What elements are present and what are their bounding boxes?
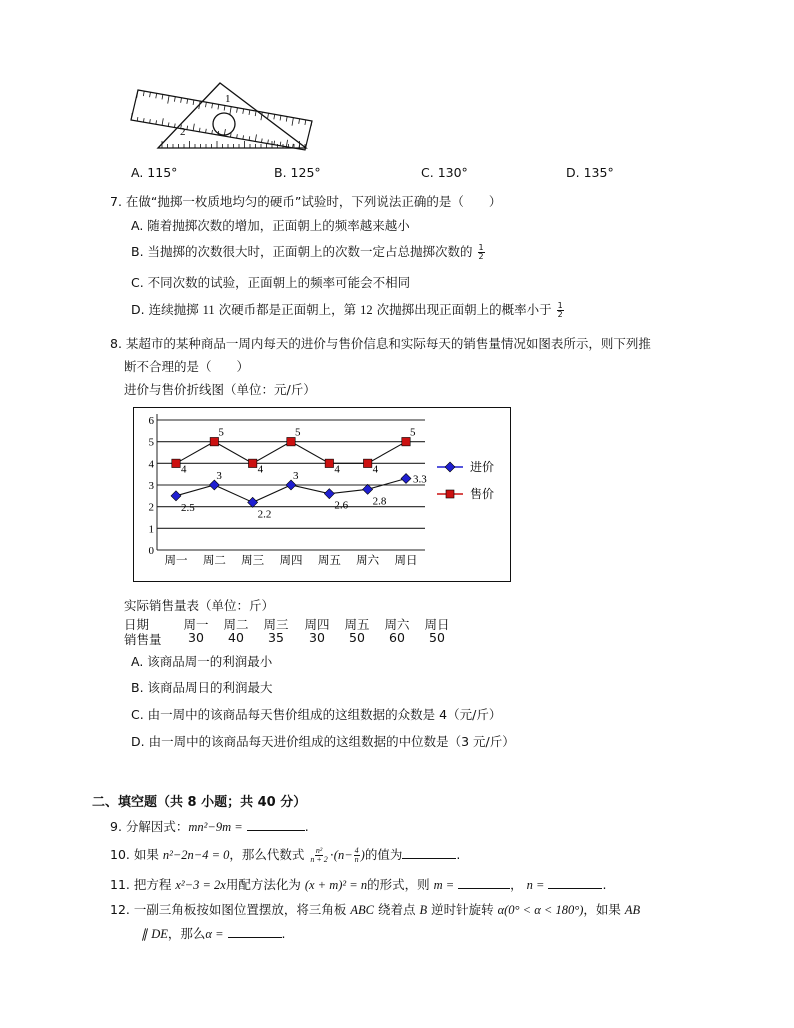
q8-stem-line2: 断不合理的是（ ） <box>124 359 250 374</box>
data-label: 4 <box>181 463 187 476</box>
q10-paren: ) <box>360 848 365 862</box>
q7-stem: 7. 在做“抛掷一枚质地均匀的硬币”试验时，下列说法正确的是（ ） <box>110 194 502 209</box>
sale-point <box>363 459 371 467</box>
q12-text: 逆时针旋转 <box>431 902 494 917</box>
option-text: 135° <box>583 165 614 180</box>
q11-n-answer-blank[interactable] <box>548 876 602 889</box>
data-label: 4 <box>257 463 264 476</box>
q12-line2 <box>141 924 286 942</box>
q9-answer-blank[interactable] <box>247 818 305 831</box>
table-cell: 周五 <box>344 617 370 632</box>
fraction-half <box>478 244 485 261</box>
data-label: 5 <box>295 426 301 439</box>
q6-option-b[interactable] <box>274 165 321 180</box>
sale-point <box>210 437 218 445</box>
q12-text: ，那么 <box>167 926 206 941</box>
option-letter: D. <box>566 165 580 180</box>
section-title: 二、填空题（共 8 小题；共 40 分） <box>92 795 307 810</box>
y-tick-label: 4 <box>148 458 154 471</box>
ruler-triangle-figure <box>128 78 318 160</box>
q9-text: 9. 分解因式： <box>110 819 189 834</box>
table-row-label: 销售量 <box>124 632 162 647</box>
q7-option-c[interactable]: C. 不同次数的试验，正面朝上的频率可能会不相同 <box>131 275 411 290</box>
frac-den: n + 2 <box>310 855 328 864</box>
q12-answer-blank[interactable] <box>228 925 282 938</box>
q12-de: DE <box>151 927 168 941</box>
parallel-symbol: ∥ <box>141 927 148 941</box>
sale-point <box>325 459 333 467</box>
q8-stem-line1: 8. 某超市的某种商品一周内每天的进价与售价信息和实际每天的销售量情况如图表所示，则下列推 <box>110 336 651 351</box>
q9-expression: mn²−9m = <box>188 820 243 834</box>
number: 12 <box>360 303 373 317</box>
period: . <box>456 847 461 862</box>
legend-label: 进价 <box>470 460 495 474</box>
q7-option-b[interactable] <box>131 242 486 261</box>
data-label: 5 <box>218 426 224 439</box>
q8-option-d[interactable]: D. 由一周中的该商品每天进价组成的这组数据的中位数是（3 元/斤） <box>131 734 515 749</box>
q7-option-a[interactable]: A. 随着抛掷次数的增加，正面朝上的频率越来越小 <box>131 218 410 233</box>
q10-fraction-1 <box>309 847 328 864</box>
table-cell: 周三 <box>263 617 289 632</box>
frac-den: 2 <box>478 252 484 261</box>
table-cell: 50 <box>349 630 365 645</box>
option-text: 次硬币都是正面朝上，第 <box>218 302 357 317</box>
data-label: 2.5 <box>181 501 195 514</box>
option-letter: B. <box>274 165 287 180</box>
data-label: 3 <box>216 470 222 482</box>
y-tick-label: 3 <box>148 480 154 492</box>
y-tick-label: 5 <box>148 436 154 449</box>
table-cell: 周二 <box>223 617 249 632</box>
option-letter: C. <box>421 165 434 180</box>
option-text: D. 连续抛掷 <box>131 302 199 317</box>
table-cell: 周四 <box>304 617 330 632</box>
table-cell: 50 <box>429 630 445 645</box>
sale-point <box>402 437 410 445</box>
y-tick-label: 0 <box>148 545 154 557</box>
q10 <box>110 845 460 864</box>
frac-num: 1 <box>478 243 484 252</box>
frac-num: n² <box>315 846 323 855</box>
q8-option-a[interactable]: A. 该商品周一的利润最小 <box>131 654 273 669</box>
q11-text: 11. 把方程 <box>110 877 172 892</box>
q12-text: ，如果 <box>583 902 621 917</box>
table-cell: 60 <box>389 630 405 645</box>
data-label: 2.6 <box>334 499 349 512</box>
legend-label: 售价 <box>470 487 495 501</box>
table-cell: 周六 <box>384 617 410 632</box>
q9 <box>110 817 309 835</box>
period: . <box>304 819 309 834</box>
q10-equation: n²−2n−4 = 0 <box>162 848 230 862</box>
option-text: 130° <box>437 165 468 180</box>
y-tick-label: 1 <box>148 523 154 536</box>
q12-ab: AB <box>624 903 641 917</box>
q12-text: 12. 一副三角板按如图位置摆放，将三角板 <box>110 902 347 917</box>
x-tick-label: 周二 <box>202 555 226 567</box>
q11 <box>110 875 606 893</box>
q6-option-d[interactable] <box>566 165 614 180</box>
q11-n: n = <box>526 878 545 892</box>
x-tick-label: 周一 <box>164 555 188 567</box>
data-label: 2.2 <box>257 508 272 521</box>
q11-form: (x + m)² = n <box>304 878 368 892</box>
q12-alpha-eq: α = <box>205 927 224 941</box>
ruler <box>131 90 312 150</box>
frac-den: 2 <box>557 310 563 319</box>
q12-text: 绕着点 <box>377 902 416 917</box>
q10-paren: (n− <box>333 848 353 862</box>
frac-num: 1 <box>557 301 563 310</box>
sale-point <box>287 437 295 445</box>
x-tick-label: 周四 <box>279 555 303 567</box>
frac-num: 4 <box>354 846 359 855</box>
sale-point <box>248 459 256 467</box>
table-cell: 30 <box>309 630 325 645</box>
q12-alpha: α(0° < α < 180°) <box>497 903 584 917</box>
option-letter: A. <box>131 165 144 180</box>
q11-equation: x²−3 = 2x <box>175 878 226 892</box>
q10-text: 10. 如果 <box>110 847 159 862</box>
angle-label-2: 2 <box>180 126 186 138</box>
x-tick-label: 周三 <box>241 555 265 567</box>
q8-option-c[interactable]: C. 由一周中的该商品每天售价组成的这组数据的众数是 4（元/斤） <box>131 707 502 722</box>
table-row-label: 日期 <box>124 617 150 632</box>
q10-fraction-2 <box>354 847 360 864</box>
y-tick-label: 6 <box>148 415 154 427</box>
angle-label-1: 1 <box>225 93 231 105</box>
data-label: 5 <box>410 426 416 439</box>
q11-text: 用配方法化为 <box>225 877 301 892</box>
q7-option-d[interactable] <box>131 300 565 319</box>
q6-option-c[interactable] <box>421 165 468 180</box>
legend-square-icon <box>446 490 454 498</box>
frac-den: n <box>354 855 359 864</box>
x-tick-label: 周日 <box>394 555 418 567</box>
option-text: 115° <box>147 165 178 180</box>
q10-text: ，那么代数式 <box>229 847 305 862</box>
dot: · <box>329 847 334 862</box>
q12-line1 <box>110 900 640 918</box>
data-label: 4 <box>334 463 340 476</box>
q10-answer-blank[interactable] <box>402 846 456 859</box>
table-cell: 40 <box>228 630 244 645</box>
q11-text: 的形式，则 <box>367 877 430 892</box>
q11-m-answer-blank[interactable] <box>458 876 510 889</box>
option-text: 125° <box>290 165 321 180</box>
table-cell: 35 <box>268 630 284 645</box>
data-label: 3.3 <box>413 473 427 486</box>
data-label: 2.8 <box>372 495 387 508</box>
y-tick-label: 2 <box>148 501 154 514</box>
period: . <box>602 877 607 892</box>
option-text: 次抛掷出现正面朝上的概率小于 <box>376 302 552 317</box>
table-caption: 实际销售量表（单位：斤） <box>124 598 275 613</box>
x-tick-label: 周六 <box>356 555 380 567</box>
fraction-half <box>557 302 564 319</box>
table-cell: 周一 <box>183 617 209 632</box>
q11-m: m = <box>433 878 455 892</box>
q6-option-a[interactable] <box>131 165 177 180</box>
number: 11 <box>202 303 215 317</box>
sale-point <box>172 459 180 467</box>
q8-option-b[interactable]: B. 该商品周日的利润最大 <box>131 680 273 695</box>
x-tick-label: 周五 <box>317 555 341 567</box>
q10-text: 的值为 <box>364 847 403 862</box>
q12-abc: ABC <box>350 903 374 917</box>
option-text: B. 当抛掷的次数很大时，正面朝上的次数一定占总抛掷次数的 <box>131 244 473 259</box>
price-line-chart <box>133 407 511 582</box>
comma: ， <box>510 877 523 892</box>
data-label: 3 <box>293 470 299 482</box>
table-cell: 周日 <box>424 617 450 632</box>
chart-caption: 进价与售价折线图（单位：元/斤） <box>124 382 316 397</box>
table-cell: 30 <box>188 630 204 645</box>
data-label: 4 <box>372 463 379 476</box>
q12-b: B <box>419 903 428 917</box>
period: . <box>281 926 286 941</box>
